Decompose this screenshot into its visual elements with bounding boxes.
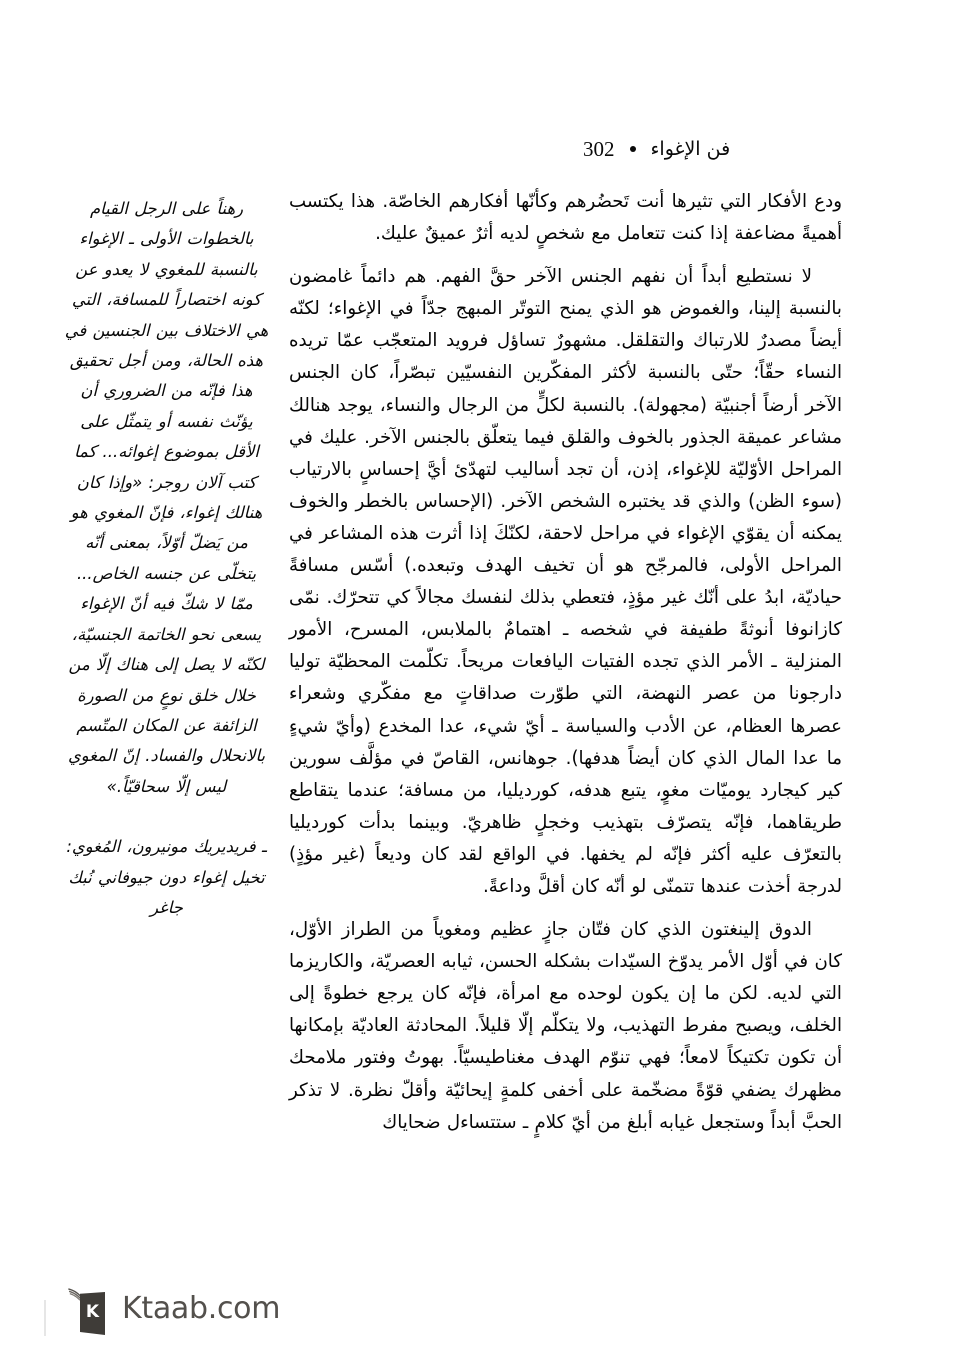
page-number: 302	[583, 136, 615, 161]
margin-note	[64, 194, 269, 923]
book-logo-letter: K	[85, 1302, 100, 1322]
paragraph-2: لا نستطيع أبداً أن نفهم الجنس الآخر حقَّ الفهم. هم دائماً غامضون بالنسبة إلينا، والغموض هو الذي يمنح التوتّر المبهج جدّاً في الإغواء؛ لكنّه أيضاً مصدرٌ للارتباك والتقلقل. مشهورٌ تساؤل فرويد المتعجّب عمّا تريده النساء حقّاً؛ حتّى بالنسبة لأكثر المفكّرين النفسيّين تبصّراً، كان الجنس الآخر أرضاً أجنبيّة (مجهولة). بالنسبة لكلٍّ من الرجال والنساء، يوجد هنالك مشاعر عميقة الجذور بالخوف والقلق فيما يتعلّق بالجنس الآخر. عليك في المراحل الأوّليّة للإغواء، إذن، أن تجد أساليب لتهدّئ أيَّ إحساسٍ بالارتياب (سوء الظن) والذي قد يختبره الشخص الآخر. (الإحساس بالخطر والخوف يمكنه أن يقوّي الإغواء في مراحل لاحقة، لكنّكَ إذا أثرت هذه المشاعر في المراحل الأولى، فالمرجّح هو أن تخيف الهدف وتبعده.) أسّس مسافةً حياديّة، ابدُ على أنّك غير مؤذٍ، فتعطي بذلك لنفسك مجالاً كي تتحرّك. نمّى كازانوفا أنوثةً طفيفة في شخصه ـ اهتمامٌ بالملابس، المسرح، الأمور المنزلية ـ الأمر الذي تجده الفتيات اليافعات مريحاً. تكلّمت المحظيّة توليا دارجونا من عصر النهضة، التي طوّرت صداقاتٍ مع مفكّري وشعراء عصرها العظام، عن الأدب والسياسة ـ أيّ شيء، عدا المخدع (وأيّ شيءٍ ما عدا المال الذي كان أيضاً هدفها). جوهانس، القاصّ في مؤلَّف سورين كير كيجارد يوميّات مغوٍ، يتبع هدفه، كورديليا، من مسافة؛ عندما يتقاطع طريقاهما، فإنّه يتصرّف بتهذيب وخجلٍ ظاهريّ. وبينما بدأت كورديليا بالتعرّف عليه أكثر فإنّه لم يخفها. في الواقع لقد كان وديعاً (غير مؤذٍ) لدرجة أخذت عندها تتمنّى لو أنّه كان أقلَّ وداعةً.	[289, 266, 842, 897]
book-logo-icon	[68, 1283, 108, 1335]
watermark	[68, 1283, 280, 1335]
margin-note-attribution: ـ فريديريك مونيرون، المُغوي: تخيل إغواء دون جيوفاني نُبك جاغر	[66, 837, 267, 917]
paragraph-1: ودع الأفكار التي تثيرها أنت تَحضُرهم وكأنّها أفكارهم الخاصّة. هذا يكتسب أهميةً مضاعفة إذا كنت تتعامل مع شخصٍ لديه أثرٌ عميقٌ عليك.	[289, 191, 842, 245]
running-head	[583, 138, 883, 160]
bullet-separator-icon	[630, 146, 636, 152]
scan-edge-artifact	[44, 1300, 46, 1336]
margin-note-quote: رهناً على الرجل القيام بالخطوات الأولى ـ الإغواء بالنسبة للمغوي لا يعدو عن كونه اختصاراً للمسافة، التي هي الاختلاف بين الجنسين في هذه الحالة، ومن أجل تحقيق هذا فإنّه من الضروري أن يؤنّث نفسه أو يتمثّل على الأقل بموضوع إغوائه... كما كتب آلان روجر: «وإذا كان هنالك إغواء، فإنّ المغوي هو من يَضلّ أوّلاً، بمعنى أنّه يتخلّى عن جنسه الخاص... ممّا لا شكّ فيه أنّ الإغواء يسعى نحو الخاتمة الجنسيّة، لكنّه لا يصل إلى هناك إلّا من خلال خلق نوعٍ من الصورة الزائفة عن المكان المتّسم بالانحلال والفساد. إنّ المغوي ليس إلّا سحاقيّاً.»	[64, 199, 269, 796]
chapter-title: فن الإغواء	[650, 138, 731, 160]
paragraph-3: الدوق إلينغتون الذي كان فتّان جازٍ عظيم ومغوياً من الطراز الأوّل، كان في أوّل الأمر يدوّخ السيّدات بشكله الحسن، ثيابه العصريّة، والكاريزما التي لديه. لكن ما إن يكون لوحده مع امرأة، فإنّه كان يرجع خطوةً إلى الخلف، ويصبح مفرط التهذيب، ولا يتكلّم إلّا قليلاً. المحادثة العاديّة بإمكانها أن تكون تكتيكاً لامعاً؛ فهي تنوّم الهدف مغناطيسيّاً. بهوتُ وفتور ملامحك مظهرك يضفي قوّةً مضخّمة على أخفى كلمةٍ إيحائيّة وأقلّ نظرة. لا تذكر الحبَّ أبداً وستجعل غيابه أبلغ من أيّ كلامٍ ـ ستتساءل ضحاياك	[289, 919, 842, 1133]
watermark-site-name: Ktaab.com	[122, 1291, 281, 1326]
main-text-column	[289, 186, 842, 1139]
